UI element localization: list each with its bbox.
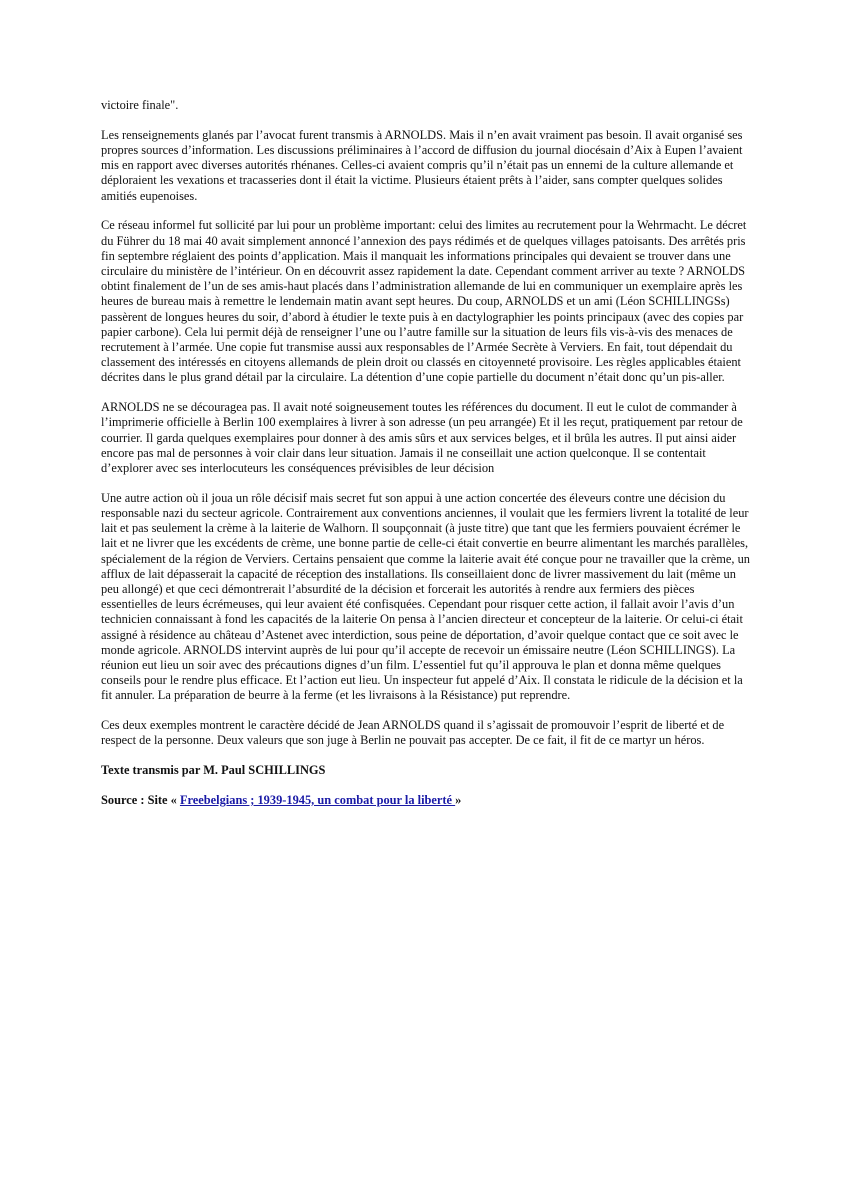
credit-line: Texte transmis par M. Paul SCHILLINGS: [101, 763, 326, 778]
paragraph-reseau-informel: Ce réseau informel fut sollicité par lui pour un problème important: celui des limites au recrutement pour la Wehrmacht. Le décret du Führer du 18 mai 40 avait simplement annoncé l’annexion des pays rédimés et de quelques villages patoisants. Des arrêtés pris fin septembre réglaient des points d’application. Mais il manquait les informations principales qui devaient se trouver dans une circulaire du ministère de l’intérieur. On en découvrit assez rapidement la date. Cependant comment arriver au texte ? ARNOLDS obtint finalement de l’un de ses amis-haut placés dans l’administration allemande de lui en communiquer un exemplaire après les heures de bureau mais à remettre le lendemain matin avant sept heures. Du coup, ARNOLDS et un ami (Léon SCHILLINGSs) passèrent de longues heures du soir, d’abord à étudier le texte puis à en dactylographier les points principaux (avec des copies par papier carbone). Cela lui permit déjà de renseigner l’une ou l’autre famille sur la situation de leurs fils vis-à-vis des menaces de recrutement à l’armée. Une copie fut transmise aussi aux responsables de l’Armée Secrète à Verviers. En fait, tout dépendait du classement des intéressés en citoyens allemands de plein droit ou classés en citoyenneté provisoire. Les règles applicables étaient décrites dans le plus grand détail par la circulaire. La détention d’une copie partielle du document n’était donc qu’un pis-aller.: [101, 218, 747, 385]
paragraph-fragment: victoire finale".: [101, 98, 179, 112]
paragraph-renseignements: Les renseignements glanés par l’avocat furent transmis à ARNOLDS. Mais il n’en avait vraiment pas besoin. Il avait organisé ses propres sources d’information. Les discussions préliminaires à l’accord de diffusion du journal diocésain d’Aix à Eupen l’avaient mis en rapport avec diverses autorités rhénanes. Celles-ci avaient compris qu’il n’était pas un ennemi de la culture allemande et déploraient les vexations et tracasseries dont il était la victime. Plusieurs étaient prêts à l’aider, sans compter quelques solides amitiés eupenoises.: [101, 127, 743, 203]
source-prefix: Source : Site «: [101, 793, 177, 808]
paragraph-autre-action: Une autre action où il joua un rôle décisif mais secret fut son appui à une action concertée des éleveurs contre une décision du responsable nazi du secteur agricole. Contrairement aux conventions anciennes, il voulait que les fermiers livrent la totalité de leur lait et pas seulement la crème à la laiterie de Walhorn. Il soupçonnait (à juste titre) que tant que les fermiers pouvaient écrémer le lait et ne livrer que les excédents de crème, une bonne partie de celle-ci était convertie en beurre alimentant les marchés parallèles, spécialement de la région de Verviers. Certains pensaient que comme la laiterie avait été conçue pour ne travailler que la crème, un afflux de lait dépasserait la capacité de réception des installations. Ils conseillaient donc de livrer massivement du lait (même un peu allongé) et que ceci démontrerait l’absurdité de la décision et forcerait les autorités à rendre aux fermiers des pièces essentielles de leurs écrémeuses, qui leur avaient été confisquées. Cependant pour risquer cette action, il fallait avoir l’avis d’un technicien connaissant à fond les capacités de la laiterie On pensa à l’ancien directeur et concepteur de la laiterie. Or celui-ci était assigné à résidence au château d’Astenet avec interdiction, sous peine de déportation, d’avoir quelque contact que ce soit avec le monde agricole. ARNOLDS intervint auprès de lui pour qu’il accepte de recevoir un émissaire neutre (Léon SCHILLINGS). La réunion eut lieu un soir avec des précautions dignes d’un film. L’essentiel fut qu’il approuva le plan et donna même quelques conseils pour le rendre plus efficace. Et l’action eut lieu. Un inspecteur fut appelé d’Aix. Il constata le ridicule de la décision et la fit annuler. La préparation de beurre à la ferme (et les livraisons à la Résistance) put reprendre.: [101, 490, 750, 703]
source-link[interactable]: Freebelgians ; 1939-1945, un combat pour la liberté: [179, 793, 456, 808]
source-line: [101, 793, 753, 808]
document-body: [101, 98, 753, 823]
paragraph-decouragea: ARNOLDS ne se découragea pas. Il avait noté soigneusement toutes les références du document. Il eut le culot de commander à l’imprimerie officielle à Berlin 100 exemplaires à livrer à son adresse (un peu arrangée) Et il les reçut, pratiquement par retour de courrier. Il garda quelques exemplaires pour donner à des amis sûrs et aux services belges, et il brûla les autres. Il put ainsi aider encore pas mal de personnes à voir clair dans leur situation. Jamais il ne conseillait une action quelconque. Il se contentait d’explorer avec ses interlocuteurs les conséquences prévisibles de leur décision: [101, 400, 743, 476]
paragraph-deux-exemples: Ces deux exemples montrent le caractère décidé de Jean ARNOLDS quand il s’agissait de promouvoir l’esprit de liberté et de respect de la personne. Deux valeurs que son juge à Berlin ne pouvait pas accepter. De ce fait, il fit de ce martyr un héros.: [101, 718, 725, 748]
source-suffix: »: [455, 793, 462, 808]
